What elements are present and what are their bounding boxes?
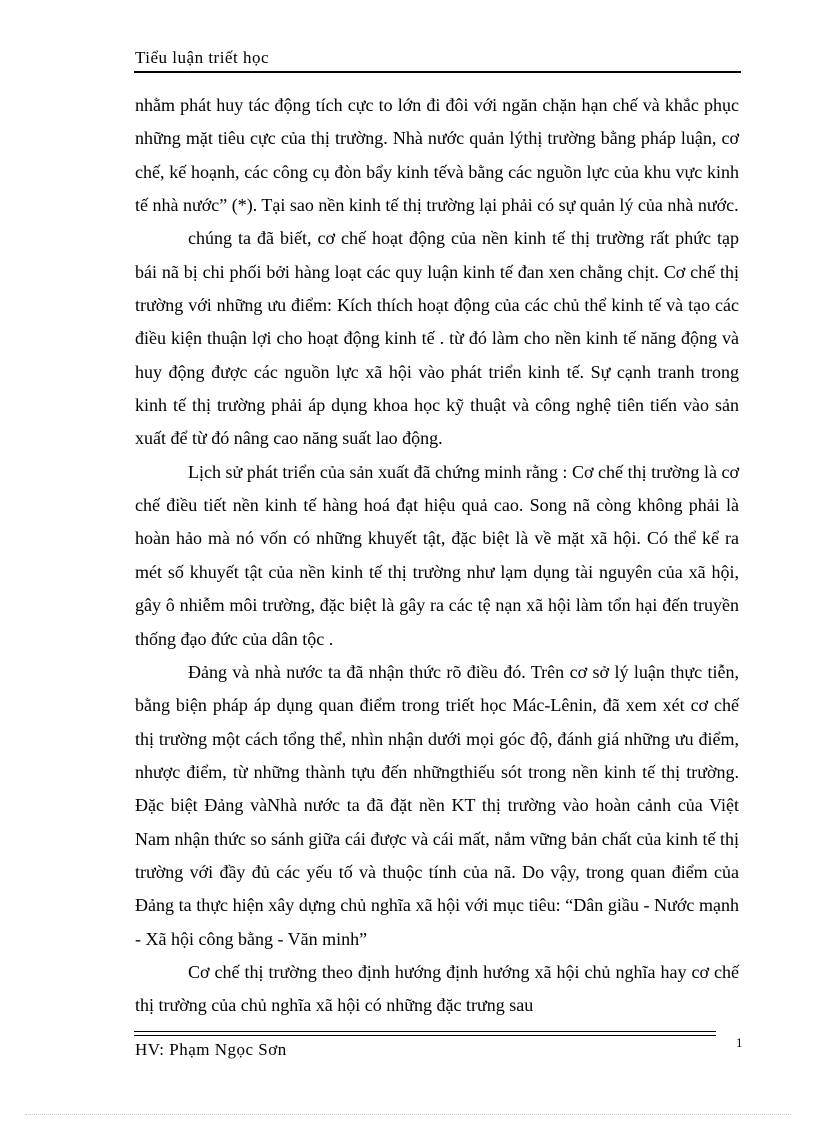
document-body xyxy=(135,89,739,1023)
paragraph: Lịch sử phát triển của sản xuất đã chứng minh rằng : Cơ chế thị trường là cơ chế điều tiết nền kinh tế hàng hoá đạt hiệu quả cao. Song nã còng không phải là hoàn hảo mà nó vốn có những khuyết tật, đặc biệt là về mặt xã hội. Có thể kể ra mét số khuyết tật của nền kinh tế thị trường như lạm dụng tài nguyên của xã hội, gây ô nhiễm môi trường, đặc biệt là gây ra các tệ nạn xã hội làm tổn hại đến truyền thống đạo đức của dân tộc . xyxy=(135,461,739,649)
footer-rule xyxy=(134,1031,716,1036)
paragraph: nhằm phát huy tác động tích cực to lớn đi đôi với ngăn chặn hạn chế và khắc phục những mặt tiêu cực của thị trường. Nhà nước quản lýthị trường bằng pháp luận, cơ chế, kế hoạnh, các công cụ đòn bẩy kinh tếvà bằng các nguồn lực của khu vực kinh tế nhà nước” (*). Tại sao nền kinh tế thị trường lại phải có sự quản lý của nhà nước. xyxy=(135,95,739,216)
paragraph: chúng ta đã biết, cơ chế hoạt động của nền kinh tế thị trường rất phức tạp bái nã bị chi phối bởi hàng loạt các quy luận kinh tế đan xen chằng chịt. Cơ chế thị trường với những ưu điểm: Kích thích hoạt động của các chủ thể kinh tế và tạo các điều kiện thuận lợi cho hoạt động kinh tế . từ đó làm cho nền kinh tế năng động và huy động được các nguồn lực xã hội vào phát triển kinh tế. Sự cạnh tranh trong kinh tế thị trường phải áp dụng khoa học kỹ thuật và công nghệ tiên tiến vào sản xuất để từ đó nâng cao năng suất lao động. xyxy=(135,228,739,449)
paragraph: Cơ chế thị trường theo định hướng định hướng xã hội chủ nghĩa hay cơ chế thị trường của chủ nghĩa xã hội có những đặc trưng sau xyxy=(135,961,739,1016)
running-header: Tiểu luận triết học xyxy=(135,48,269,67)
page-number: 1 xyxy=(736,1035,743,1050)
header-rule xyxy=(134,71,741,73)
footer-author: HV: Phạm Ngọc Sơn xyxy=(135,1040,287,1059)
page-boundary-divider xyxy=(25,1114,791,1115)
paragraph: Đảng và nhà nước ta đã nhận thức rõ điều đó. Trên cơ sở lý luận thực tiễn, bằng biện pháp áp dụng quan điểm trong triết học Mác-Lênin, đã xem xét cơ chế thị trường một cách tổng thể, nhìn nhận dưới mọi góc độ, đánh giá những ưu điểm, nhược điểm, từ những thành tựu đến nhữngthiếu sót trong nền kinh tế thị trường. Đặc biệt Đảng vàNhà nước ta đã đặt nền KT thị trường vào hoàn cảnh của Việt Nam nhận thức so sánh giữa cái được và cái mất, nắm vững bản chất của kinh tế thị trường với đầy đủ các yếu tố và thuộc tính của nã. Do vậy, trong quan điểm của Đảng ta thực hiện xây dựng chủ nghĩa xã hội với mục tiêu: “Dân giầu - Nước mạnh - Xã hội công bằng - Văn minh” xyxy=(135,661,739,949)
